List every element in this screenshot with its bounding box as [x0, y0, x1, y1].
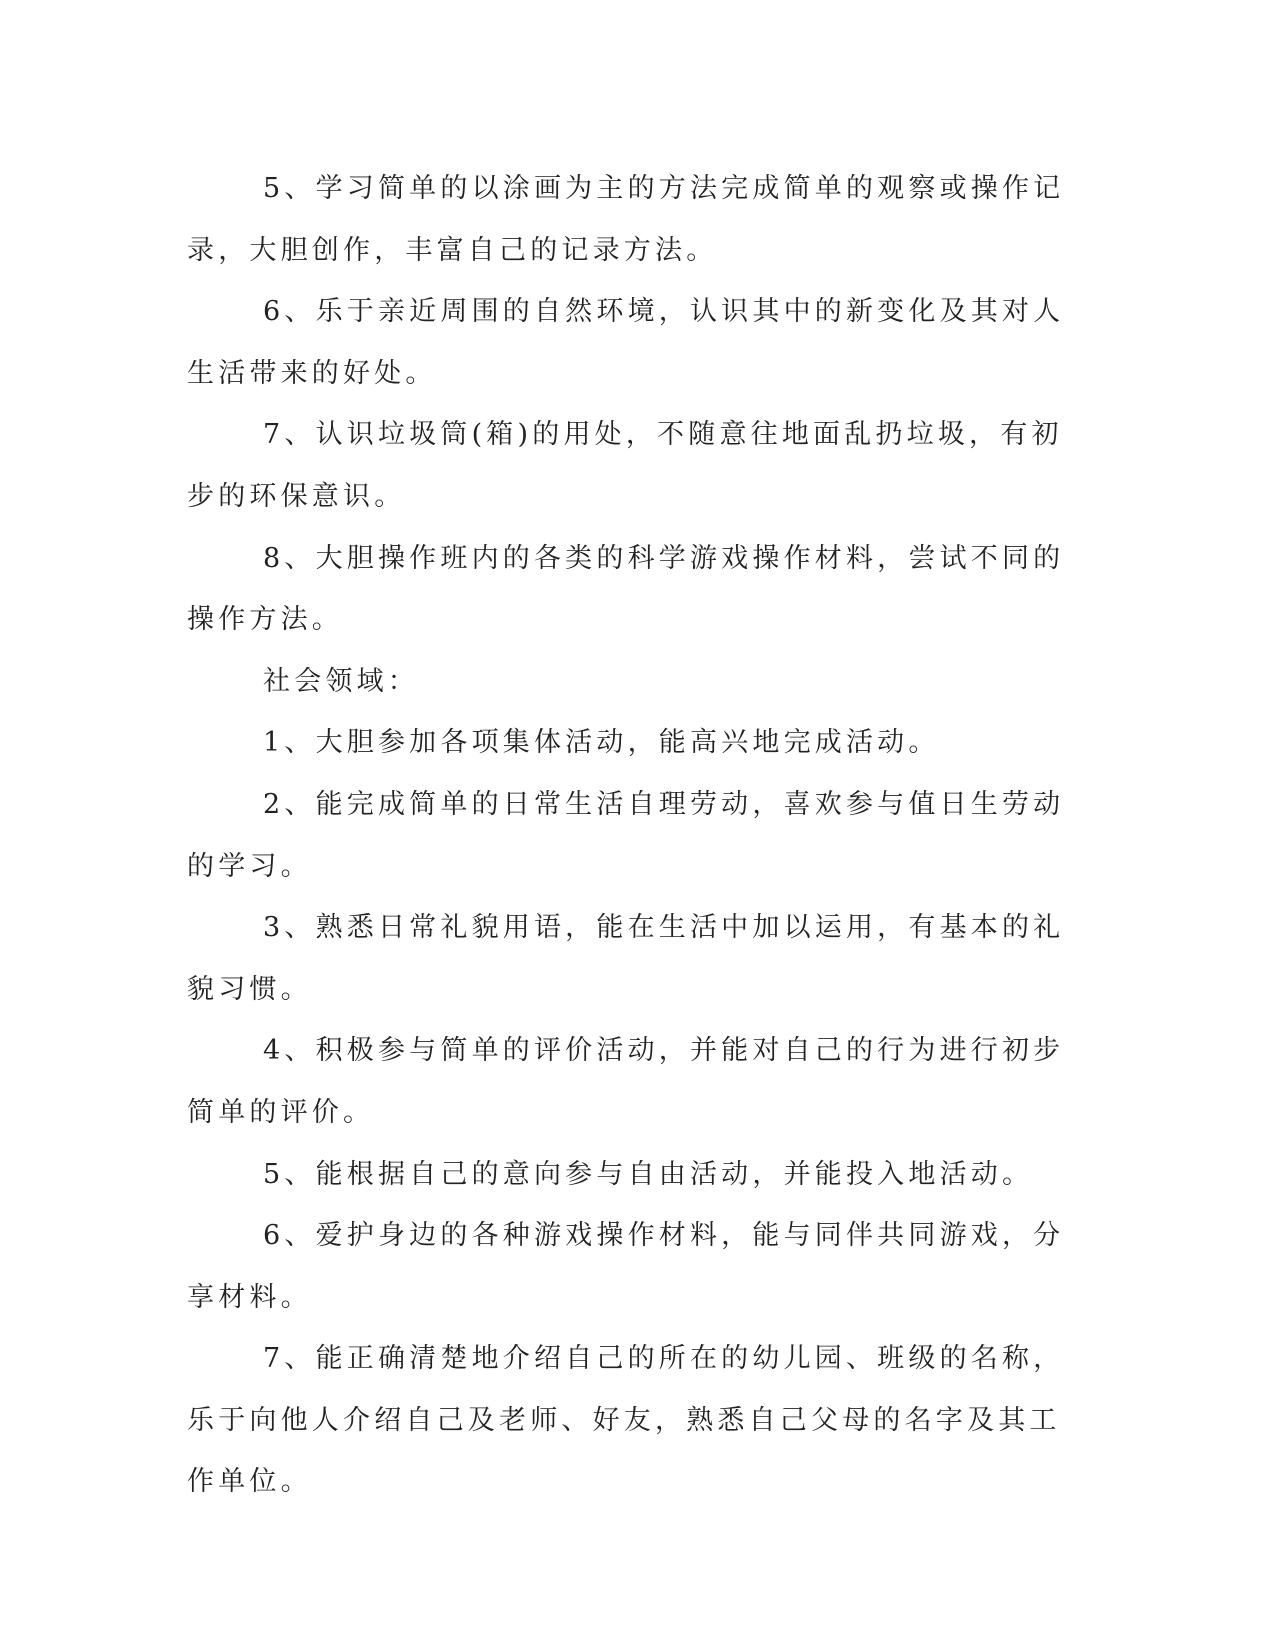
- paragraph-science-5: 5、学习简单的以涂画为主的方法完成简单的观察或操作记录，大胆创作，丰富自己的记录方法。: [187, 173, 1065, 266]
- paragraph-social-6: 6、爱护身边的各种游戏操作材料，能与同伴共同游戏，分享材料。: [187, 1220, 1065, 1313]
- paragraph-science-8: 8、大胆操作班内的各类的科学游戏操作材料，尝试不同的操作方法。: [187, 542, 1065, 636]
- paragraph-social-7: 7、能正确清楚地介绍自己的所在的幼儿园、班级的名称，乐于向他人介绍自己及老师、好友，熟悉自己父母的名字及其工作单位。: [187, 1343, 1065, 1498]
- paragraph-social-4: 4、积极参与简单的评价活动，并能对自己的行为进行初步简单的评价。: [187, 1035, 1065, 1128]
- paragraph-social-3: 3、熟悉日常礼貌用语，能在生活中加以运用，有基本的礼貌习惯。: [187, 912, 1065, 1005]
- document-body: [187, 158, 1067, 1513]
- paragraph-social-2: 2、能完成简单的日常生活自理劳动，喜欢参与值日生劳动的学习。: [187, 788, 1065, 882]
- paragraph-science-7: 7、认识垃圾筒(箱)的用处，不随意往地面乱扔垃圾，有初步的环保意识。: [187, 419, 1063, 512]
- section-heading-social: 社会领域：: [263, 665, 419, 697]
- paragraph-social-1: 1、大胆参加各项集体活动，能高兴地完成活动。: [263, 727, 940, 759]
- paragraph-science-6: 6、乐于亲近周围的自然环境，认识其中的新变化及其对人生活带来的好处。: [187, 296, 1065, 389]
- paragraph-social-5: 5、能根据自己的意向参与自由活动，并能投入地活动。: [263, 1158, 1034, 1190]
